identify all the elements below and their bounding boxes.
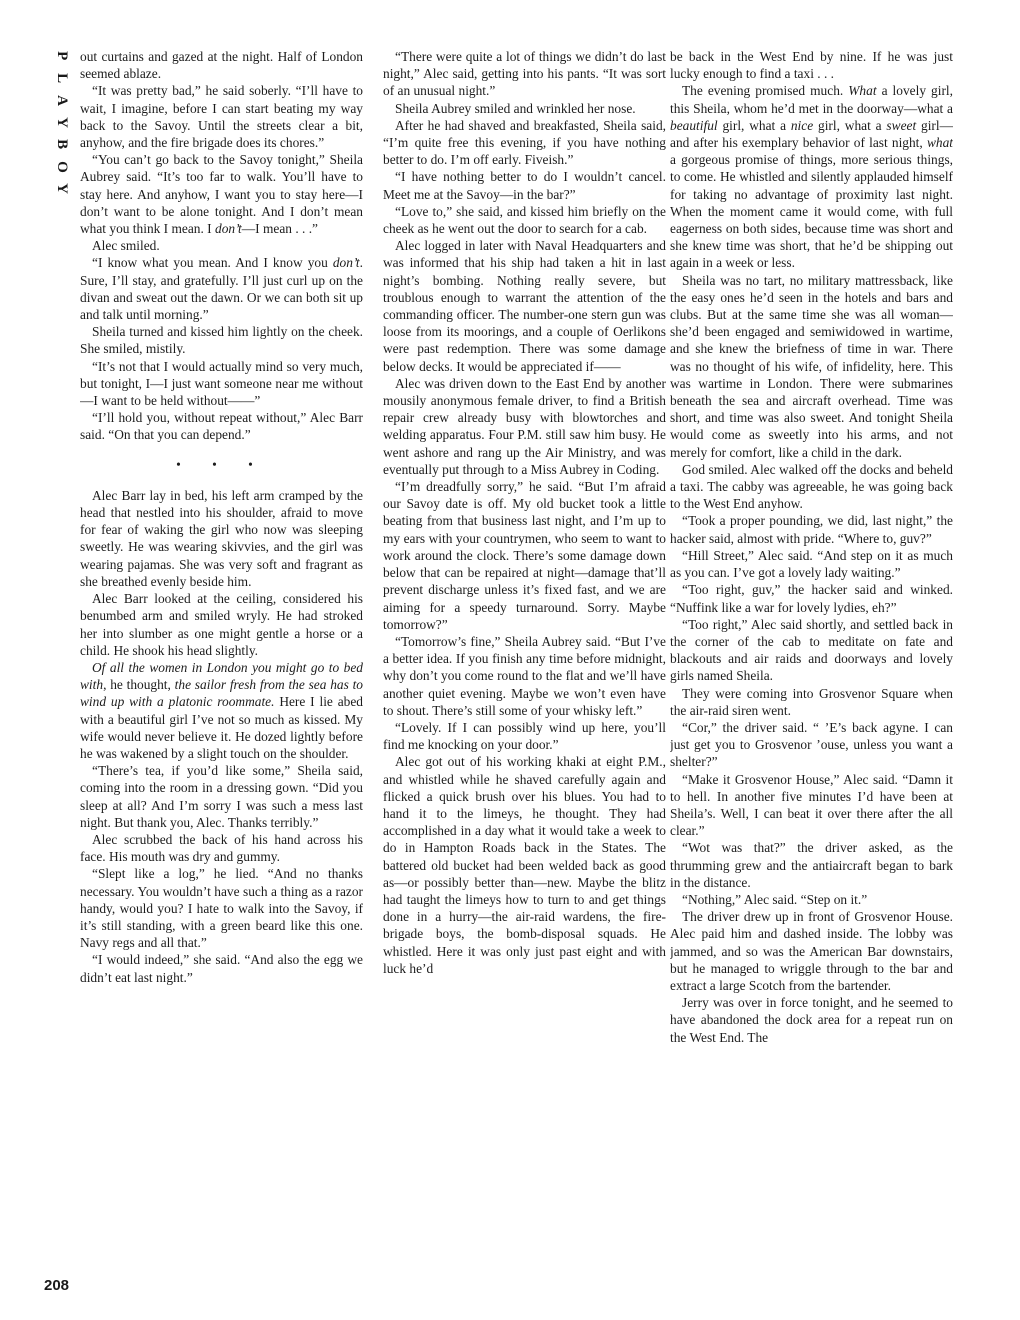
- paragraph: “Too right, guv,” the hacker said and winked. “Nuffink like a war for lovely lydies, eh?”: [670, 582, 953, 615]
- paragraph: The driver drew up in front of Grosvenor House. Alec paid him and dashed inside. The lobby was jammed, and so was the American Bar downstairs, but he managed to wriggle through to the bar and extract a large Scotch from the bartender.: [670, 909, 953, 993]
- paragraph: Sheila Aubrey smiled and wrinkled her nose.: [395, 100, 636, 116]
- paragraph: “There’s tea, if you’d like some,” Sheila said, coming into the room in a dressing gown. “Did you sleep at all? And I’m sorry I was such a mess last night. But thank you, Alec. Thanks terribly.”: [80, 763, 363, 830]
- paragraph: Alec was driven down to the East End by another mousily anonymous female driver, to find a British repair crew already busy with blowtorches and welding apparatus. Four P.M. still saw him busy. He went ashore and rang up the Air Ministry, and was eventually put through to a Miss Aubrey in Coding.: [383, 375, 666, 477]
- magazine-name-letter: L: [53, 73, 70, 84]
- paragraph: be back in the West End by nine. If he was just lucky enough to find a taxi . . .: [670, 49, 953, 82]
- magazine-name-letter: Y: [53, 117, 70, 129]
- paragraph: out curtains and gazed at the night. Half of London seemed ablaze.: [80, 49, 363, 82]
- paragraph: “Cor,” the driver said. “ ’E’s back agyne. I can just get you to Grosvenor ’ouse, unless you want a shelter?”: [670, 719, 953, 770]
- paragraph: Alec Barr lay in bed, his left arm cramped by the head that nestled into his shoulder, afraid to move for fear of waking the girl who now was sleeping sweetly. He was wearing skivvies, and the girl was wearing pajamas. She was very soft and fragrant as she breathed evenly beside him.: [80, 487, 363, 589]
- paragraph: Alec got out of his working khaki at eight P.M., and whistled while he shaved carefully again and flicked a quick brush over his blues. You had to hand it to the limeys, he thought. They had accomplished in a day what it would take a week to do in Hampton Roads back in the States. The battered old bucket had been welded back as good as—or possibly better than—new. Maybe the blitz had taught the limeys how to turn to and get things done in a hurry—the air-raid wardens, the fire-brigade boys, the bomb-disposal squads. He whistled. Here it was only just past eight and with luck he’d: [383, 754, 666, 976]
- magazine-name-letter: Y: [53, 183, 70, 195]
- paragraph: “Nothing,” Alec said. “Step on it.”: [682, 891, 868, 907]
- paragraph: “Tomorrow’s fine,” Sheila Aubrey said. “But I’ve a better idea. If you finish any time before midnight, why don’t you come round to the flat and we’ll have another quiet evening. Maybe we won’t even have to shout. There’s still some of your whisky left.”: [383, 633, 666, 718]
- paragraph: “Love to,” she said, and kissed him briefly on the cheek as he went out the door to search for a cab.: [383, 203, 666, 237]
- page-number: 208: [44, 1277, 70, 1294]
- magazine-name-letters: [53, 46, 70, 200]
- paragraph: Of all the women in London you might go to bed with, he thought, the sailor fresh from the sea has to wind up with a platonic roommate. Here I lie abed with a beautiful girl I’ve not so much as kissed. My wife would never believe it. He dozed lightly before he was wakened by a slight touch on the shoulder.: [80, 659, 363, 761]
- paragraph: Alec Barr looked at the ceiling, considered his benumbed arm and smiled wryly. He had stroked her into slumber as one might gentle a horse or a child. He shook his head slightly.: [80, 591, 363, 658]
- paragraph: After he had shaved and breakfasted, Sheila said, “I’m quite free this evening, if you have nothing better to do. I’m off early. Fiveish.”: [383, 117, 666, 168]
- text-column-3: [670, 48, 953, 1306]
- paragraph: Sheila was no tart, no military mattressback, like the easy ones he’d seen in the hotels and bars and clubs. But at the same time she was all woman—she’d been engaged and semiwidowed in wartime, and she knew the briefness of time in war. There was no thought of his wife, of infidelity, here. This was wartime in London. There were submarines beneath the sea and aircraft overhead. Time was short, and time was also sweet. And tonight Sheila would come as sweetly into his arms, and not merely for comfort, like a child in the dark.: [670, 272, 953, 460]
- paragraph: “Wot was that?” the driver asked, as the thrumming grew and the antiaircraft began to bark in the distance.: [670, 840, 953, 890]
- paragraph: “There were quite a lot of things we didn’t do last night,” Alec said, getting into his pants. “It was sort of an unusual night.”: [383, 49, 666, 99]
- magazine-name-letter: A: [53, 95, 70, 107]
- paragraph: Sheila turned and kissed him lightly on the cheek. She smiled, mistily.: [80, 324, 363, 357]
- text-column-2: [383, 48, 666, 1306]
- paragraph: The evening promised much. What a lovely girl, this Sheila, whom he’d met in the doorway—what a beautiful girl, what a nice girl, what a sweet girl—and after his exemplary behavior of last night, what a gorgeous promise of things, more serious things, to come. He whistled and silently applauded himself for taking no advantage of proximity last night. When the moment came it would come, with full eagerness on both sides, because time was short and she knew time was short, that he’d be shipping out again in a week or less.: [670, 83, 953, 271]
- paragraph: Alec scrubbed the back of his hand across his face. His mouth was dry and gummy.: [80, 831, 363, 865]
- paragraph: “I have nothing better to do I wouldn’t cancel. Meet me at the Savoy—in the bar?”: [383, 169, 666, 202]
- paragraph: “I would indeed,” she said. “And also the egg we didn’t eat last night.”: [80, 952, 363, 985]
- paragraph: “You can’t go back to the Savoy tonight,” Sheila Aubrey said. “It’s too far to walk. You’ll have to stay here. And anyhow, I want you to stay here—I don’t want to be alone tonight. And I don’t mean what you think I mean. I don’t—I mean . . .”: [80, 152, 363, 237]
- paragraph: “It was pretty bad,” he said soberly. “I’ll have to wait, I imagine, before I can start beating my way back to the Savoy. Until the streets clear a bit, anyhow, and the fire brigade does its chores.”: [80, 83, 363, 151]
- magazine-name-letter: B: [53, 139, 70, 150]
- paragraph: God smiled. Alec walked off the docks and beheld a taxi. The cabby was agreeable, he was going back to the West End anyhow.: [670, 461, 953, 512]
- magazine-name-vertical: [52, 46, 72, 200]
- paragraph: They were coming into Grosvenor Square when the air-raid siren went.: [670, 685, 953, 718]
- paragraph: “Took a proper pounding, we did, last night,” the hacker said, almost with pride. “Where to, guv?”: [670, 513, 953, 546]
- paragraph: “Lovely. If I can possibly wind up here, you’ll find me knocking on your door.”: [383, 719, 666, 753]
- paragraph: “Make it Grosvenor House,” Alec said. “Damn it to hell. In another five minutes I’d have been at Sheila’s. Well, I can beat it over there after the all clear.”: [670, 771, 953, 839]
- paragraph: “I’m dreadfully sorry,” he said. “But I’m afraid our Savoy date is off. My old bucket took a little beating from that business last night, and I’m up to my ears with your countrymen, who seem to want to work around the clock. There’s some damage down below that can be repaired at night—damage that’ll prevent discharge unless it’s fixed fast, and we are aiming for a speedy turnaround. Sorry. Maybe tomorrow?”: [383, 479, 666, 632]
- magazine-name-letter: O: [53, 161, 70, 173]
- paragraph: Alec smiled.: [92, 238, 160, 254]
- section-break: • • •: [176, 456, 267, 472]
- paragraph: Alec logged in later with Naval Headquarters and was informed that his ship had taken a hit in last night’s bombing. Nothing really severe, but troublous enough to warrant the attention of the commanding officer. The number-one stern gun was loose from its moorings, and a couple of Oerlikons were past redemption. There was some damage below decks. It would be appreciated if——: [383, 238, 666, 374]
- paragraph: “I’ll hold you, without repeat without,” Alec Barr said. “On that you can depend.”: [80, 410, 363, 443]
- paragraph: “I know what you mean. And I know you don’t. Sure, I’ll stay, and gratefully. I’ll just curl up on the divan and sweat out the dawn. Or we can both sit up and talk until morning.”: [80, 255, 363, 323]
- paragraph: “Slept like a log,” he lied. “And no thanks necessary. You wouldn’t have such a thing as a razor handy, would you? I hate to walk into the Savoy, if it’s still standing, with a green beard like this one. Navy regs and all that.”: [80, 866, 363, 951]
- paragraph: “It’s not that I would actually mind so very much, but tonight, I—I just want someone near me without—I want to be held without——”: [80, 358, 363, 409]
- magazine-name-letter: P: [53, 51, 70, 61]
- paragraph: Jerry was over in force tonight, and he seemed to have abandoned the dock area for a repeat run on the West End. The: [670, 995, 953, 1045]
- text-column-1: [80, 48, 363, 1306]
- paragraph: “Too right,” Alec said shortly, and settled back in the corner of the cab to meditate on fate and blackouts and air raids and doorways and lovely girls named Sheila.: [670, 616, 953, 684]
- paragraph: “Hill Street,” Alec said. “And step on it as much as you can. I’ve got a lovely lady waiting.”: [670, 547, 953, 581]
